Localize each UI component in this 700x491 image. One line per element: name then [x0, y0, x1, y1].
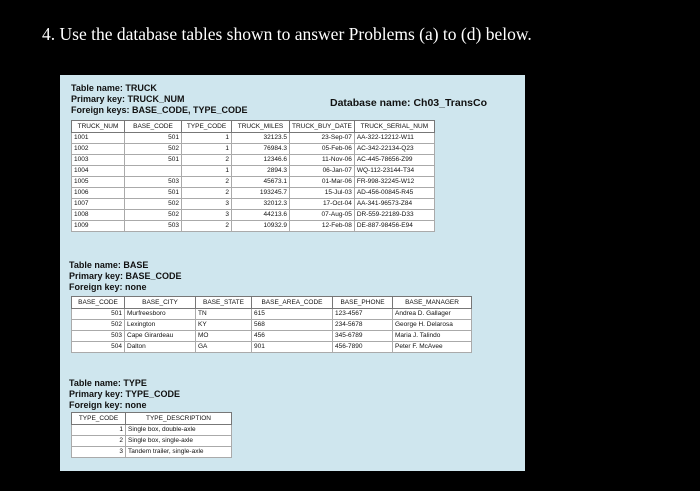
truck-cell: 3 [182, 199, 232, 210]
truck-cell: 503 [125, 221, 182, 232]
truck-column-header: TRUCK_NUM [72, 121, 125, 133]
base-column-header: BASE_MANAGER [393, 297, 472, 309]
database-name: Database name: Ch03_TransCo [330, 97, 487, 109]
type-primary-key: Primary key: TYPE_CODE [69, 389, 181, 399]
truck-cell: 1007 [72, 199, 125, 210]
type-header-row [72, 413, 232, 425]
truck-cell: 11-Nov-06 [290, 155, 355, 166]
base-cell: George H. Delarosa [393, 320, 472, 331]
truck-meta [71, 83, 248, 116]
truck-cell: 05-Feb-06 [290, 144, 355, 155]
truck-cell: AD-456-00845-R45 [354, 188, 434, 199]
base-cell: Cape Girardeau [125, 331, 196, 342]
truck-table-row [72, 144, 435, 155]
truck-cell: 2 [182, 188, 232, 199]
base-primary-key: Primary key: BASE_CODE [69, 271, 182, 281]
truck-cell: 501 [125, 188, 182, 199]
base-cell: 504 [72, 342, 125, 353]
base-header-row [72, 297, 472, 309]
base-column-header: BASE_CODE [72, 297, 125, 309]
base-cell: 901 [252, 342, 333, 353]
base-cell: TN [196, 309, 252, 320]
truck-cell: 502 [125, 144, 182, 155]
truck-table-row [72, 133, 435, 144]
truck-cell: DE-887-98456-E94 [354, 221, 434, 232]
truck-cell: 44213.6 [232, 210, 290, 221]
type-cell: Single box, single-axle [126, 436, 232, 447]
truck-table-name: Table name: TRUCK [71, 83, 157, 93]
type-foreign-key: Foreign key: none [69, 400, 147, 410]
base-cell: 234-5678 [333, 320, 393, 331]
truck-column-header: TRUCK_BUY_DATE [290, 121, 355, 133]
type-body [72, 425, 232, 458]
truck-primary-key: Primary key: TRUCK_NUM [71, 94, 185, 104]
truck-table-row [72, 188, 435, 199]
truck-cell: 1006 [72, 188, 125, 199]
base-cell: 345-6789 [333, 331, 393, 342]
truck-cell: AC-445-78656-Z99 [354, 155, 434, 166]
truck-cell: 1009 [72, 221, 125, 232]
base-table-name: Table name: BASE [69, 260, 149, 270]
base-table-row [72, 342, 472, 353]
truck-cell: 501 [125, 155, 182, 166]
base-foreign-key: Foreign key: none [69, 282, 147, 292]
base-cell: Peter F. McAvee [393, 342, 472, 353]
type-table-name: Table name: TYPE [69, 378, 147, 388]
truck-cell: 2 [182, 177, 232, 188]
truck-cell: 17-Oct-04 [290, 199, 355, 210]
type-cell: 3 [72, 447, 126, 458]
base-table-row [72, 309, 472, 320]
truck-cell: 15-Jul-03 [290, 188, 355, 199]
truck-cell: 1 [182, 144, 232, 155]
base-column-header: BASE_CITY [125, 297, 196, 309]
type-column-header: TYPE_CODE [72, 413, 126, 425]
truck-cell: AA-341-96573-Z84 [354, 199, 434, 210]
type-column-header: TYPE_DESCRIPTION [126, 413, 232, 425]
truck-cell: 1004 [72, 166, 125, 177]
truck-cell: 2 [182, 155, 232, 166]
truck-cell: AA-322-12212-W11 [354, 133, 434, 144]
truck-cell: 1 [182, 166, 232, 177]
truck-cell: 1 [182, 133, 232, 144]
type-meta [69, 378, 180, 411]
type-table-row [72, 447, 232, 458]
base-column-header: BASE_PHONE [333, 297, 393, 309]
base-cell: KY [196, 320, 252, 331]
truck-cell: 1001 [72, 133, 125, 144]
truck-cell: 3 [182, 210, 232, 221]
truck-cell: 10932.9 [232, 221, 290, 232]
type-cell: Tandem trailer, single-axle [126, 447, 232, 458]
truck-cell: 32012.3 [232, 199, 290, 210]
base-cell: 123-4567 [333, 309, 393, 320]
truck-cell: 2894.3 [232, 166, 290, 177]
base-cell: 501 [72, 309, 125, 320]
truck-table [71, 120, 435, 232]
truck-cell: 1005 [72, 177, 125, 188]
base-cell: 568 [252, 320, 333, 331]
truck-cell: 502 [125, 210, 182, 221]
base-cell: 615 [252, 309, 333, 320]
truck-cell: 1008 [72, 210, 125, 221]
truck-cell: 07-Aug-05 [290, 210, 355, 221]
type-cell: 1 [72, 425, 126, 436]
question-text: 4. Use the database tables shown to answer Problems (a) to (d) below. [42, 24, 532, 44]
base-cell: Murfreesboro [125, 309, 196, 320]
truck-cell: 12-Feb-08 [290, 221, 355, 232]
truck-table-row [72, 199, 435, 210]
truck-foreign-keys: Foreign keys: BASE_CODE, TYPE_CODE [71, 105, 248, 115]
truck-cell: AC-342-22134-Q23 [354, 144, 434, 155]
type-cell: Single box, double-axle [126, 425, 232, 436]
base-cell: Lexington [125, 320, 196, 331]
base-cell: Dalton [125, 342, 196, 353]
truck-cell: 76984.3 [232, 144, 290, 155]
base-body [72, 309, 472, 353]
base-column-header: BASE_AREA_CODE [252, 297, 333, 309]
type-table-row [72, 425, 232, 436]
truck-cell: 32123.5 [232, 133, 290, 144]
truck-column-header: TRUCK_SERIAL_NUM [354, 121, 434, 133]
base-cell: Maria J. Talindo [393, 331, 472, 342]
base-cell: 503 [72, 331, 125, 342]
truck-cell: 01-Mar-06 [290, 177, 355, 188]
truck-cell: 45673.1 [232, 177, 290, 188]
truck-cell: 502 [125, 199, 182, 210]
truck-header-row [72, 121, 435, 133]
truck-cell: 06-Jan-07 [290, 166, 355, 177]
base-cell: Andrea D. Gallager [393, 309, 472, 320]
truck-cell: WQ-112-23144-T34 [354, 166, 434, 177]
type-cell: 2 [72, 436, 126, 447]
truck-cell: 503 [125, 177, 182, 188]
truck-column-header: TYPE_CODE [182, 121, 232, 133]
truck-table-row [72, 166, 435, 177]
base-table [71, 296, 472, 353]
truck-table-row [72, 177, 435, 188]
truck-cell: 2 [182, 221, 232, 232]
truck-body [72, 133, 435, 232]
type-table [71, 412, 232, 458]
database-figure [60, 75, 525, 471]
truck-cell: 1002 [72, 144, 125, 155]
base-meta [69, 260, 182, 293]
base-cell: 456-7890 [333, 342, 393, 353]
base-cell: 456 [252, 331, 333, 342]
truck-column-header: TRUCK_MILES [232, 121, 290, 133]
truck-column-header: BASE_CODE [125, 121, 182, 133]
truck-table-row [72, 155, 435, 166]
base-cell: MO [196, 331, 252, 342]
truck-cell [125, 166, 182, 177]
base-table-row [72, 331, 472, 342]
base-column-header: BASE_STATE [196, 297, 252, 309]
truck-cell: DR-559-22189-D33 [354, 210, 434, 221]
truck-cell: 193245.7 [232, 188, 290, 199]
type-table-row [72, 436, 232, 447]
truck-cell: 12346.6 [232, 155, 290, 166]
base-table-row [72, 320, 472, 331]
truck-cell: 1003 [72, 155, 125, 166]
top-bar [0, 0, 700, 18]
base-cell: 502 [72, 320, 125, 331]
truck-cell: FR-998-32245-W12 [354, 177, 434, 188]
truck-table-row [72, 210, 435, 221]
base-cell: GA [196, 342, 252, 353]
truck-table-row [72, 221, 435, 232]
truck-cell: 501 [125, 133, 182, 144]
truck-cell: 23-Sep-07 [290, 133, 355, 144]
